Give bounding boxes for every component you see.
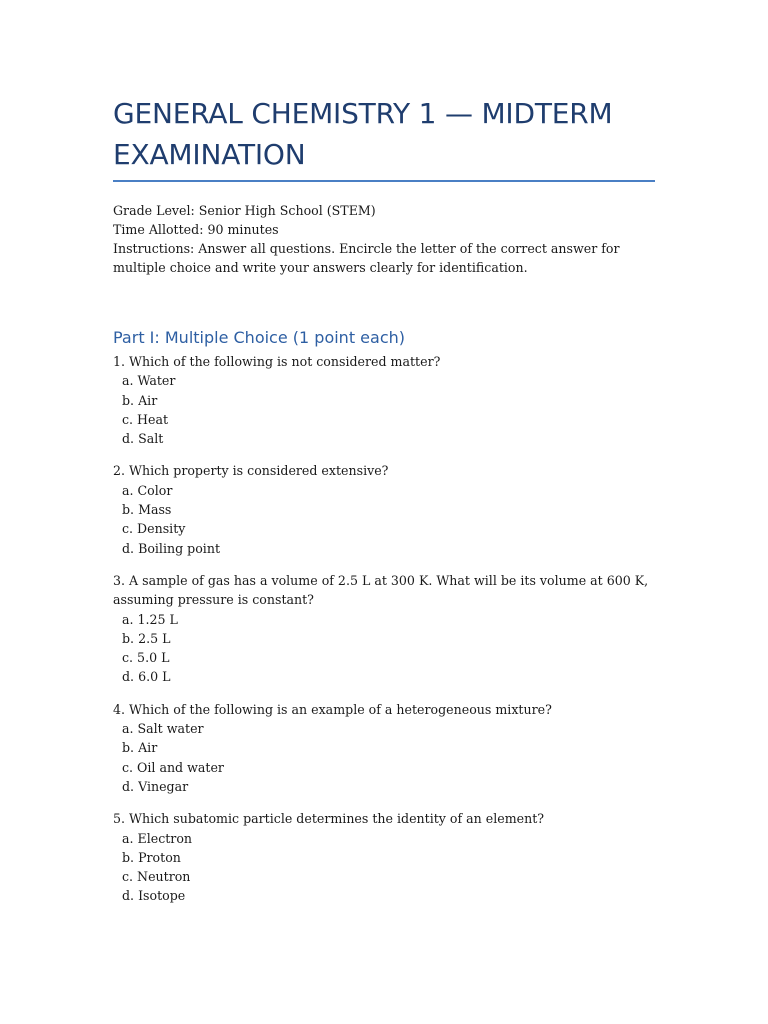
answer-option: a. Color — [122, 482, 173, 498]
question-4 — [113, 700, 661, 796]
question-list — [113, 352, 661, 919]
answer-option: b. 2.5 L — [122, 630, 171, 646]
answer-option: d. Isotope — [122, 888, 186, 904]
answer-option: a. Water — [122, 373, 176, 389]
answer-option: a. Salt water — [122, 721, 204, 737]
question-2 — [113, 461, 661, 557]
title-underline — [113, 180, 655, 182]
question-5 — [113, 809, 661, 905]
exam-info — [113, 201, 658, 277]
answer-option: b. Air — [122, 392, 158, 408]
question-stem: 3. A sample of gas has a volume of 2.5 L at 300 K. What will be its volume at 600 K, assuming pressure is constant? — [113, 572, 649, 608]
answer-option: d. Boiling point — [122, 540, 221, 556]
question-stem: 5. Which subatomic particle determines the identity of an element? — [113, 811, 545, 827]
answer-option: c. Neutron — [122, 869, 191, 885]
document-title: GENERAL CHEMISTRY 1 — MIDTERM EXAMINATION — [113, 97, 613, 171]
answer-option: b. Air — [122, 740, 158, 756]
answer-option: b. Mass — [122, 502, 172, 518]
answer-option: a. Electron — [122, 830, 193, 846]
answer-option: d. Vinegar — [122, 778, 189, 794]
question-3 — [113, 571, 661, 687]
question-1 — [113, 352, 661, 448]
grade-level: Grade Level: Senior High School (STEM) — [113, 203, 376, 218]
answer-option: c. Heat — [122, 411, 169, 427]
answer-option: d. 6.0 L — [122, 669, 171, 685]
answer-option: c. Oil and water — [122, 759, 224, 775]
answer-option: a. 1.25 L — [122, 611, 178, 627]
section-heading-part1: Part I: Multiple Choice (1 point each) — [113, 328, 406, 347]
time-allotted: Time Allotted: 90 minutes — [113, 222, 279, 237]
question-stem: 1. Which of the following is not considered matter? — [113, 354, 441, 369]
answer-option: b. Proton — [122, 849, 181, 865]
answer-option: c. 5.0 L — [122, 650, 170, 666]
question-stem: 2. Which property is considered extensive? — [113, 463, 389, 479]
answer-option: c. Density — [122, 521, 186, 537]
instructions: Instructions: Answer all questions. Encircle the letter of the correct answer for multiple choice and write your answers clearly for identification. — [113, 241, 620, 275]
answer-option: d. Salt — [122, 431, 164, 447]
question-stem: 4. Which of the following is an example of a heterogeneous mixture? — [113, 701, 552, 717]
